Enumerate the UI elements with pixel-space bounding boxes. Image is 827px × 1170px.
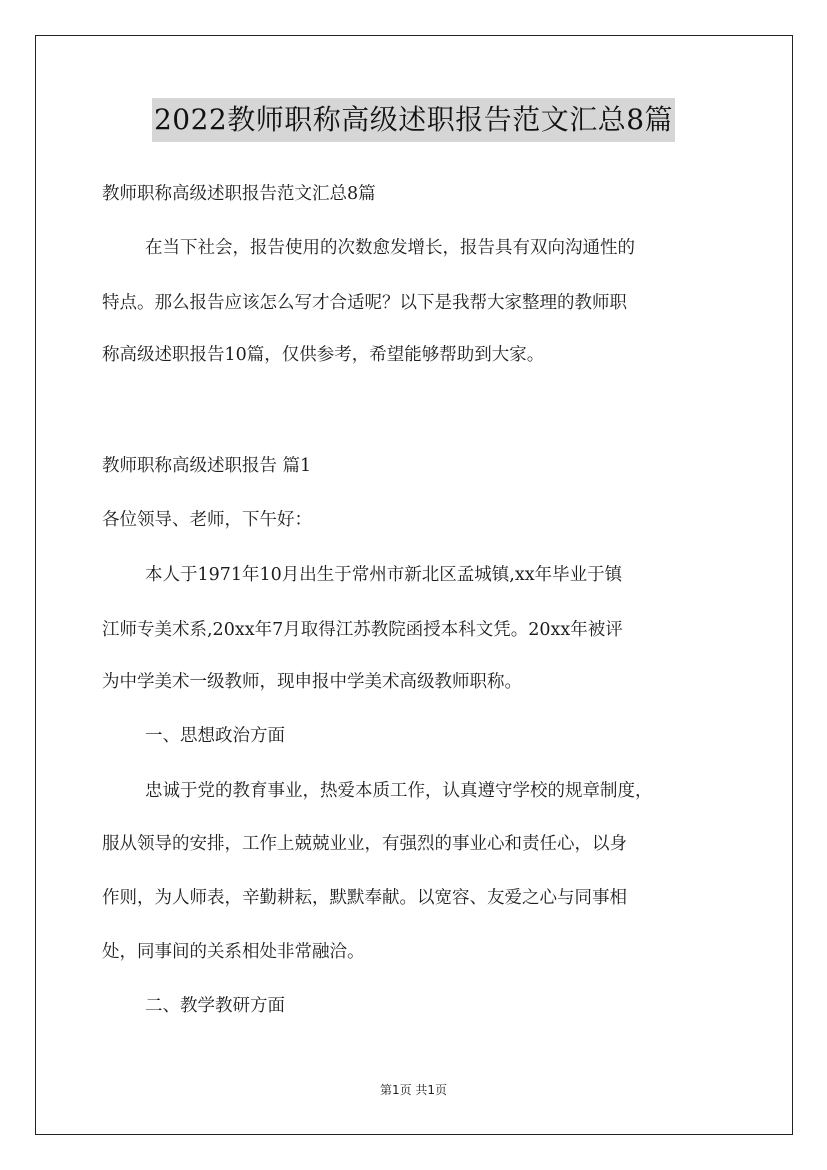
document-subtitle: 教师职称高级述职报告范文汇总8篇	[102, 184, 376, 204]
para2-line-2: 服从领导的安排，工作上兢兢业业，有强烈的事业心和责任心，以身	[102, 834, 627, 854]
page-footer: 第1页 共1页	[379, 1083, 448, 1097]
title-container	[0, 98, 827, 142]
intro-line-2: 特点。那么报告应该怎么写才合适呢？以下是我帮大家整理的教师职	[102, 293, 627, 313]
para1-line-3: 为中学美术一级教师，现申报中学美术高级教师职称。	[102, 672, 522, 692]
intro-line-3: 称高级述职报告10篇，仅供参考，希望能够帮助到大家。	[102, 345, 545, 365]
para2-line-3: 作则，为人师表，辛勤耕耘，默默奉献。以宽容、友爱之心与同事相	[102, 888, 627, 908]
para2-line-4: 处，同事间的关系相处非常融洽。	[102, 942, 365, 962]
para1-line-2: 江师专美术系,20xx年7月取得江苏教院函授本科文凭。20xx年被评	[102, 620, 623, 640]
para1-line-1: 本人于1971年10月出生于常州市新北区孟城镇,xx年毕业于镇	[145, 565, 623, 585]
heading-two: 二、教学教研方面	[145, 996, 285, 1016]
intro-line-1: 在当下社会，报告使用的次数愈发增长，报告具有双向沟通性的	[145, 238, 635, 258]
section-heading: 教师职称高级述职报告 篇1	[102, 456, 312, 476]
heading-one: 一、思想政治方面	[145, 726, 285, 746]
para2-line-1: 忠诚于党的教育事业，热爱本质工作，认真遵守学校的规章制度，	[145, 781, 653, 801]
document-title: 2022教师职称高级述职报告范文汇总8篇	[152, 98, 675, 142]
greeting: 各位领导、老师，下午好：	[102, 510, 312, 530]
